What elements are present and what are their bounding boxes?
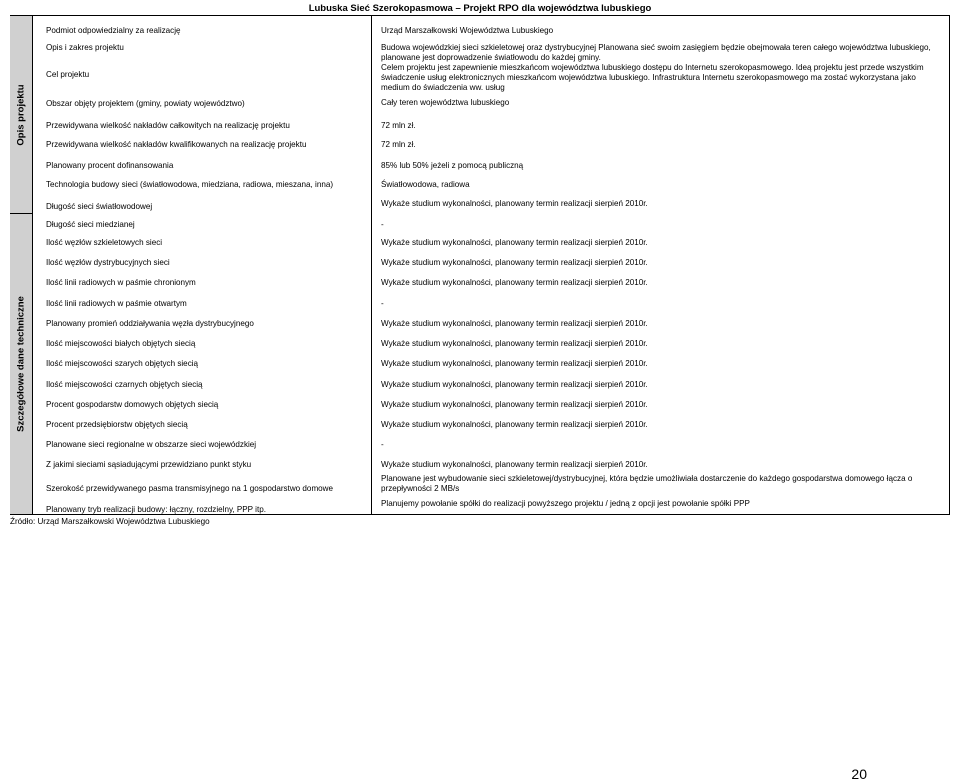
row-label: Z jakimi sieciami sąsiadującymi przewidziano punkt styku (46, 460, 252, 469)
row-label: Planowane sieci regionalne w obszarze sieci wojewódzkiej (46, 440, 257, 449)
row-label: Ilość miejscowości szarych objętych siecią (46, 359, 199, 368)
row-value: Wykaże studium wykonalności, planowany termin realizacji sierpień 2010r. (381, 199, 648, 208)
row-label: Długość sieci światłowodowej (46, 202, 153, 211)
section-label-szczegolowe: Szczegółowe dane techniczne (15, 296, 27, 432)
row-value: Budowa wojewódzkiej sieci szkieletowej oraz dystrybucyjnej Planowana sieć swoim zasięgiem będzie obejmowała teren całego województwa lubuskiego, planowane jest doprowadzenie światłowodu do każdej gminy. (381, 43, 931, 62)
row-label: Obszar objęty projektem (gminy, powiaty województwo) (46, 99, 245, 108)
row-value: Wykaże studium wykonalności, planowany termin realizacji sierpień 2010r. (381, 319, 648, 328)
row-value: Planowane jest wybudowanie sieci szkieletowej/dystrybucyjnej, która będzie umożliwiała dostarczenie do każdego gospodarstwa domowego łącza o przepływności 2 MB/s (381, 474, 913, 493)
row-value: Wykaże studium wykonalności, planowany termin realizacji sierpień 2010r. (381, 339, 648, 348)
row-value: - (381, 299, 384, 308)
row-label: Przewidywana wielkość nakładów całkowitych na realizację projektu (46, 121, 290, 130)
row-label: Ilość linii radiowych w paśmie chronionym (46, 278, 196, 287)
row-value: Wykaże studium wykonalności, planowany termin realizacji sierpień 2010r. (381, 258, 648, 267)
row-value: Wykaże studium wykonalności, planowany termin realizacji sierpień 2010r. (381, 278, 648, 287)
row-value: Wykaże studium wykonalności, planowany termin realizacji sierpień 2010r. (381, 460, 648, 469)
section-label-opis: Opis projektu (15, 83, 27, 146)
row-label: Planowany promień oddziaływania węzła dystrybucyjnego (46, 319, 254, 328)
row-value: Wykaże studium wykonalności, planowany termin realizacji sierpień 2010r. (381, 359, 648, 368)
row-value: Wykaże studium wykonalności, planowany termin realizacji sierpień 2010r. (381, 400, 648, 409)
row-value: - (381, 220, 384, 229)
row-label: Ilość miejscowości białych objętych siecią (46, 339, 196, 348)
row-label: Procent przedsiębiorstw objętych siecią (46, 420, 188, 429)
document-title: Lubuska Sieć Szerokopasmowa – Projekt RPO dla województwa lubuskiego (308, 3, 652, 14)
row-label: Ilość węzłów dystrybucyjnych sieci (46, 258, 170, 267)
row-label: Ilość węzłów szkieletowych sieci (46, 238, 163, 247)
row-label: Ilość miejscowości czarnych objętych siecią (46, 380, 203, 389)
row-value: Wykaże studium wykonalności, planowany termin realizacji sierpień 2010r. (381, 420, 648, 429)
row-value: Urząd Marszałkowski Województwa Lubuskiego (381, 26, 554, 35)
row-label: Ilość linii radiowych w paśmie otwartym (46, 299, 187, 308)
row-label: Procent gospodarstw domowych objętych siecią (46, 400, 219, 409)
row-value: 85% lub 50% jeżeli z pomocą publiczną (381, 161, 524, 170)
row-label: Opis i zakres projektu (46, 43, 124, 52)
row-value: Wykaże studium wykonalności, planowany termin realizacji sierpień 2010r. (381, 380, 648, 389)
row-label: Przewidywana wielkość nakładów kwalifikowanych na realizację projektu (46, 140, 307, 149)
row-label: Planowany procent dofinansowania (46, 161, 174, 170)
row-label: Długość sieci miedzianej (46, 220, 135, 229)
section-sidebar-szczegolowe (10, 214, 33, 514)
row-value: Celem projektu jest zapewnienie mieszkańcom województwa lubuskiego dostępu do Internetu szerokopasmowego. Ideą projektu jest przede wszystkim świadczenie usług elektronicznych mieszkańcom województwa lubuskiego. Infrastruktura Internetu szerokopasmowego ma zostać wykorzystana jako medium do świadczenia ww. usług (381, 63, 924, 92)
row-label: Planowany tryb realizacji budowy: łączny, rozdzielny, PPP itp. (46, 505, 266, 514)
source-note: Źródło: Urząd Marszałkowski Województwa Lubuskiego (10, 517, 210, 526)
row-value: Planujemy powołanie spółki do realizacji powyższego projektu / jedną z opcji jest powołanie spółki PPP (381, 499, 750, 508)
row-value: Cały teren województwa lubuskiego (381, 98, 510, 107)
row-label: Technologia budowy sieci (światłowodowa, miedziana, radiowa, mieszana, inna) (46, 180, 334, 189)
row-label: Cel projektu (46, 70, 90, 79)
row-value: Wykaże studium wykonalności, planowany termin realizacji sierpień 2010r. (381, 238, 648, 247)
row-value: 72 mln zł. (381, 121, 416, 130)
section-sidebar-opis (10, 16, 33, 214)
row-value: - (381, 440, 384, 449)
row-value: 72 mln zł. (381, 140, 416, 149)
row-label: Szerokość przewidywanego pasma transmisyjnego na 1 gospodarstwo domowe (46, 484, 334, 493)
row-label: Podmiot odpowiedzialny za realizację (46, 26, 181, 35)
row-value: Światłowodowa, radiowa (381, 180, 470, 189)
page-number: 20 (851, 766, 867, 782)
